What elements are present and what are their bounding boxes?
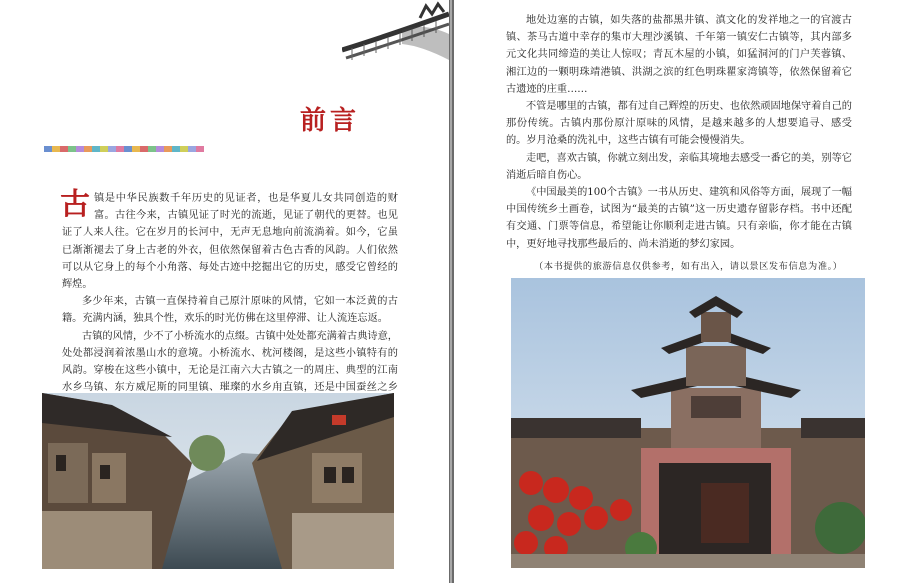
rule-stripe <box>140 146 148 152</box>
preface-body-left <box>60 187 398 414</box>
paragraph: 不管是哪里的古镇，都有过自己辉煌的历史、也依然顽固地保守着自己的那份传统。古镇内那份原汁原味的风情，是越来越多的人想要追寻、感受的。岁月沧桑的洗礼中，这些古镇有可能会慢慢消失。 <box>506 101 852 147</box>
rule-stripe <box>180 146 188 152</box>
travel-info-notice: （本书提供的旅游信息仅供参考，如有出入，请以景区发布信息为准。） <box>534 261 843 272</box>
rule-stripe <box>84 146 92 152</box>
rule-stripe <box>156 146 164 152</box>
title-color-rule <box>44 146 404 152</box>
rule-stripe <box>124 146 132 152</box>
rule-stripe <box>92 146 100 152</box>
rule-stripe <box>60 146 68 152</box>
paragraph: 《中国最美的100个古镇》一书从历史、建筑和风俗等方面，展现了一幅中国传统乡土画卷，试图为“最美的古镇”这一历史遗存留影存档。书中还配有交通、门票等信息，希望能让你顺利走进古镇。只有亲临，你才能在古镇中，更好地寻找那些最后的、尚未消逝的梦幻家园。 <box>506 187 852 250</box>
rule-stripe <box>164 146 172 152</box>
water-town-photo <box>42 393 394 569</box>
left-page <box>0 0 449 583</box>
rule-stripe <box>188 146 196 152</box>
right-page <box>454 0 900 583</box>
rule-stripe <box>132 146 140 152</box>
paragraph: 古镇的风情，少不了小桥流水的点缀。古镇中处处都充满着古典诗意，处处都浸润着浓墨山水的意境。小桥流水、枕河楼阁，是这些小镇特有的风韵。穿梭在这些小镇中，无论是江南六大古镇之一的周庄、典型的江南水乡乌镇、东方威尼斯的同里镇、璀璨的水乡甪直镇，还是中国蚕丝之乡 <box>62 330 398 394</box>
roof-ornament <box>342 0 449 80</box>
rule-stripe <box>172 146 180 152</box>
rule-stripe <box>116 146 124 152</box>
rule-stripe <box>44 146 52 152</box>
paragraph: 古镇是中华民族数千年历史的见证者，也是华夏儿女共同创造的财富。古往今来，古镇见证了时光的流逝，见证了朝代的更替。也见证了人来人往。它在岁月的长河中，无声无息地向前流淌着。如今，它虽已渐渐褪去了身上古老的外衣，但依然保留着古色古香的风韵。人们依然可以从它身上的每个小角落、每处古迹中挖掘出它的历史，感受它曾经的辉煌。 <box>60 187 398 291</box>
page-title: 前言 <box>300 106 361 136</box>
paragraph: 走吧，喜欢古镇，你就立刻出发，亲临其境地去感受一番它的美，别等它消逝后暗自伤心。 <box>506 152 852 181</box>
rule-stripe <box>100 146 108 152</box>
ancient-gate-photo <box>511 278 865 568</box>
preface-body-right <box>506 12 852 253</box>
paragraph: 地处边塞的古镇，如失落的盐都黑井镇、滇文化的发祥地之一的官渡古镇、茶马古道中幸存的集市大理沙溪镇、千年第一镇安仁古镇等，其内部多元文化共同缔造的美让人惊叹；青瓦木屋的小镇，如猛洞河的门户芙蓉镇、湘江边的一颗明珠靖港镇、洪湖之滨的红色明珠瞿家湾镇等，依然保留着它古遗迹的庄重…… <box>506 15 852 95</box>
rule-stripe <box>76 146 84 152</box>
rule-stripe <box>196 146 204 152</box>
rule-stripe <box>148 146 156 152</box>
rule-stripe <box>108 146 116 152</box>
paragraph: 多少年来，古镇一直保持着自己原汁原味的风情，它如一本泛黄的古籍。充满内涵，独具个性，欢乐的时光仿佛在这里停滞、让人流连忘返。 <box>62 296 398 325</box>
rule-stripe <box>68 146 76 152</box>
dropcap: 古 <box>60 187 90 222</box>
rule-stripe <box>52 146 60 152</box>
